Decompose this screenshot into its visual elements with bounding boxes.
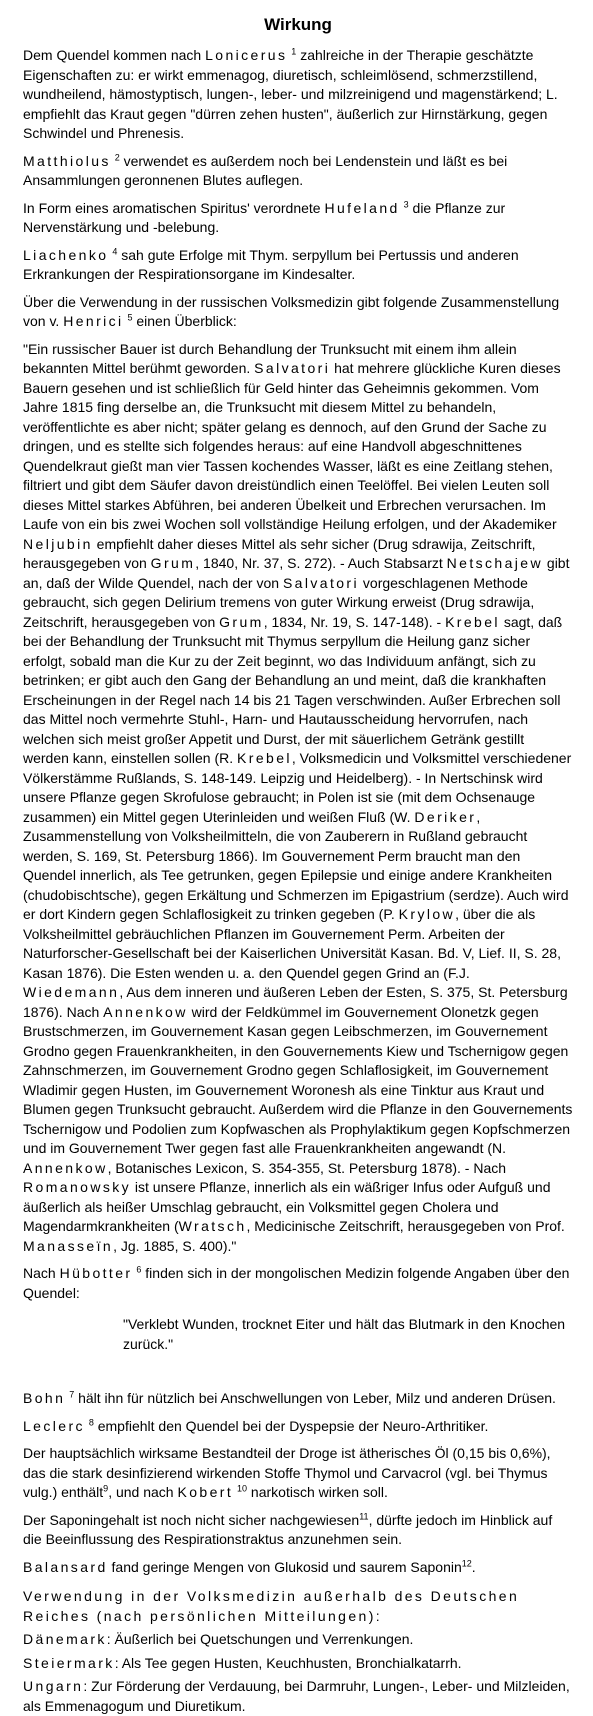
text-run: Der Saponingehalt ist noch nicht sicher nachgewiesen [23, 1511, 360, 1528]
text-run: , dürfte jedoch im Hinblick auf die Beeinflussung des Respirationstraktus anzunehmen sein. [23, 1511, 553, 1547]
text-run: empfiehlt daher dieses Mittel als sehr sicher (Drug sdrawija, Zeitschrift, herausgegeben von [23, 535, 536, 571]
text-run: sah gute Erfolge mit Thym. serpyllum bei Pertussis und anderen Erkrankungen der Respirationsorgane im Kindesalter. [23, 246, 519, 282]
folk-medicine-list [23, 1630, 573, 1716]
footnote-ref: 1 [291, 46, 297, 57]
paragraph [23, 1264, 573, 1303]
author-name: Hufeland [324, 199, 400, 216]
text-run: verwendet es außerdem noch bei Lendenstein und läßt es bei Ansammlungen geronnenen Blutes auflegen. [23, 152, 508, 188]
text-run: einen Überblick: [132, 313, 237, 329]
paragraph [23, 1511, 573, 1550]
text-run: Nach [23, 1265, 60, 1281]
folk-medicine-heading: Verwendung in der Volksmedizin außerhalb des Deutschen Reiches (nach persönlichen Mitteilungen): [23, 1588, 520, 1624]
text-run: Dem Quendel kommen nach [23, 47, 206, 63]
text-run: , Aus dem inneren und äußeren Leben der Esten, S. 375, St. Petersburg 1876). Nach [23, 984, 568, 1020]
author-name: Krebel [445, 613, 500, 630]
paragraph [23, 1558, 573, 1578]
author-name: Deriker [414, 808, 477, 825]
text-run: empfiehlt den Quendel bei der Dyspepsie der Neuro-Arthritiker. [93, 1417, 489, 1434]
author-name: Krylow [398, 906, 456, 922]
footnote-ref: 11 [359, 1510, 369, 1521]
author-name: Henrici [63, 313, 124, 329]
text-run: . [471, 1558, 476, 1575]
author-name: Bohn [23, 1390, 66, 1406]
text-run: In Form eines aromatischen Spiritus' verordnete [23, 199, 325, 216]
author-name: Grum [219, 613, 264, 630]
folk-medicine-item [23, 1654, 573, 1674]
text-run: : Als Tee gegen Husten, Keuchhusten, Bronchialkatarrh. [114, 1654, 462, 1671]
author-name: Salvatori [282, 574, 360, 591]
author-name: Salvatori [254, 360, 331, 376]
footnote-ref: 5 [127, 312, 133, 323]
footnote-ref: 9 [103, 1483, 109, 1494]
paragraph [23, 46, 573, 144]
author-name: Liachenko [23, 246, 109, 263]
body-section-2 [23, 1389, 573, 1577]
author-name: Ungarn [23, 1678, 84, 1694]
paragraph [23, 246, 573, 285]
paragraph [23, 199, 573, 238]
author-name: Kobert [177, 1484, 234, 1500]
text-run: , über die als Volksheilmittel gebräuchlichen Pflanzen im Gouvernement Perm. Arbeiten der Naturforscher-Gesellschaft bei der Kaiserlichen Universität Kasan. Bd. V, Lief. II, S. 28, Kasan 1876). Die Esten wenden u. a. den Quendel gegen Grind an (F.J. [23, 906, 561, 981]
paragraph [23, 1444, 573, 1503]
text-run: Der hauptsächlich wirksame Bestandteil der Droge ist ätherisches Öl (0,15 bis 0,6%), das die stark desinfizierend wirkenden Stoffe Thymol und Carvacrol (vgl. bei Thymus vulg.) enthält [23, 1445, 551, 1500]
author-name: Manasseïn [23, 1237, 114, 1254]
author-name: Balansard [23, 1558, 108, 1575]
paragraph [23, 152, 573, 191]
text-run: , Jg. 1885, S. 400)." [113, 1237, 237, 1254]
text-run: sagt, daß bei der Behandlung der Trunksucht mit Thymus serpyllum die Heilung ganz sicher erfolgt, sobald man die Kur zu der Zeit beginnt, wo das Individuum anfängt, sich zu betrinken; er gibt auch den Gang der Behandlung an und meint, daß die krankhaften Erscheinungen in der Regel nach 14 bis 21 Tagen verschwinden. Außer Erbrechen soll das Mittel noch vermehrte Stuhl-, Harn- und Hautausscheidung hervorrufen, nach welchen sich meist großer Appetit und Durst, der mit säuerlichem Getränk gestillt werden kann, einstellen sollen (R. [23, 613, 563, 766]
text-run: : Äußerlich bei Quetschungen und Verrenkungen. [106, 1631, 414, 1647]
text-run: , Botanisches Lexicon, S. 354-355, St. Petersburg 1878). - Nach [107, 1159, 507, 1176]
text-run: gibt an, daß der Wilde Quendel, nach der von [23, 555, 570, 591]
text-run: , 1834, Nr. 19, S. 147-148). - [263, 613, 446, 630]
author-name: Netschajew [446, 555, 544, 571]
text-run: die Pflanze zur Nervenstärkung und -belebung. [23, 199, 506, 235]
text-run: narkotisch wirken soll. [247, 1484, 388, 1500]
text-run: , und nach [108, 1484, 178, 1500]
body-section-1 [23, 46, 573, 1303]
text-run: wird der Feldkümmel im Gouvernement Olonetzk gegen Brustschmerzen, im Gouvernement Kasan gegen Leibschmerzen, im Gouvernement Grodno gegen Frauenkrankheiten, in den Gouvernements Kiew und Tschernigow gegen Zahnschmerzen, im Gouvernement Grodno gegen Schlaflosigkeit, im Gouvernement Wladimir gegen Husten, im Gouvernement Woronesh als eine Tinktur aus Kraut und Blumen gegen Trunksucht gebraucht. Außerdem wird die Pflanze in den Gouvernements Tschernigow und Podolien zum Kopfwaschen als Prophylaktikum gegen Kopfschmerzen und im Gouvernement Twer gegen fast alle Frauenkrankheiten angewandt (N. [23, 1003, 573, 1156]
author-name: Matthiolus [23, 152, 111, 169]
text-run: Über die Verwendung in der russischen Volksmedizin gibt folgende Zusammenstellung von v. [23, 293, 560, 329]
text-run: ist unsere Pflanze, innerlich als ein wäßriger Infus oder Aufguß und äußerlich als heißer Umschlag gebraucht, ein Volksmittel gegen Cholera und Magendarmkrankheiten ( [23, 1179, 551, 1234]
author-name: Wratsch [178, 1218, 247, 1234]
text-run: zahlreiche in der Therapie geschätzte Eigenschaften zu: er wirkt emmenagog, diuretisch, schleimlösend, schmerzstillend, wundheilend, hämostyptisch, lungen-, leber- und milzreinigend und magenstärkend; L. empfiehlt das Kraut gegen "dürren zehen husten", äußerlich zur Hirnstärkung, gegen Schwindel und Phrenesis. [23, 47, 558, 141]
footnote-ref: 10 [237, 1483, 248, 1494]
footnote-ref: 3 [403, 198, 409, 209]
author-name: Wiedemann [23, 984, 120, 1000]
paragraph [23, 1417, 573, 1437]
footnote-ref: 7 [69, 1389, 75, 1400]
author-name: Neljubin [23, 535, 93, 552]
footnote-ref: 6 [136, 1264, 142, 1275]
text-run: : Zur Förderung der Verdauung, bei Darmruhr, Lungen-, Leber- und Milzleiden, als Emmenagogum und Diuretikum. [23, 1678, 570, 1714]
author-name: Leclerc [23, 1417, 85, 1434]
author-name: Hübotter [59, 1265, 133, 1281]
footnote-ref: 12 [461, 1557, 472, 1568]
author-name: Steiermark [23, 1654, 115, 1671]
page-title: Wirkung [264, 15, 332, 34]
text-run: "Ein russischer Bauer ist durch Behandlung der Trunksucht mit einem ihm allein bekannten Mittel berühmt geworden. [23, 340, 517, 376]
paragraph [23, 1389, 573, 1409]
author-name: Romanowsky [23, 1179, 132, 1195]
author-name: Krebel [237, 750, 292, 766]
author-name: Dänemark [23, 1631, 107, 1647]
author-name: Annenkow [23, 1159, 108, 1176]
folk-medicine-item [23, 1677, 573, 1716]
block-quote: "Verklebt Wunden, trocknet Eiter und hält das Blutmark in den Knochen zurück." [123, 1316, 566, 1352]
footnote-ref: 4 [112, 245, 118, 256]
text-run: hält ihn für nützlich bei Anschwellungen von Leber, Milz und anderen Drüsen. [74, 1390, 556, 1406]
paragraph [23, 293, 573, 332]
author-name: Lonicerus [205, 47, 288, 63]
text-run: finden sich in der mongolischen Medizin folgende Angaben über den Quendel: [23, 1265, 570, 1301]
author-name: Annenkow [103, 1003, 188, 1020]
text-run: , Zusammenstellung von Volksheilmitteln, die von Zauberern in Rußland gebraucht werden, S. 169, St. Petersburg 1866). Im Gouvernement Perm braucht man den Quendel innerlich, als Tee getrunken, gegen Epilepsie und einige andere Krankheiten (chudobischtsche), gegen Erkältung und Schmerzen im Epigastrium (serdze). Auch wird er dort Kindern gegen Schlaflosigkeit zu trinken gegeben (P. [23, 808, 569, 922]
author-name: Grum [150, 555, 196, 571]
footnote-ref: 8 [88, 1416, 94, 1427]
text-run: hat mehrere glückliche Kuren dieses Bauern gesehen und ist schließlich für Geld hinter das Geheimnis gekommen. Vom Jahre 1815 fing derselbe an, die Trunksucht mit diesem Mittel zu behandeln, veröffentlichte es aber nicht; später gelang es dennoch, auf den Grund der Sache zu dringen, und es stellte sich folgendes heraus: auf eine Handvoll abgeschnittenes Quendelkraut gießt man vier Tassen kochendes Wasser, läßt es eine Zeitlang stehen, filtriert und gibt dem Säufer davon dreistündlich einen Teelöffel. Bei vielen Leuten soll dieses Mittel starkes Abführen, bei anderen Übelkeit und Erbrechen verursachen. Im Laufe von ein bis zwei Wochen soll vollständige Heilung erfolgen, und der Akademiker [23, 360, 561, 532]
text-run: , Medicinische Zeitschrift, herausgegeben von Prof. [246, 1218, 565, 1234]
text-run: , 1840, Nr. 37, S. 272). - Auch Stabsarzt [195, 555, 447, 571]
footnote-ref: 2 [114, 151, 120, 162]
paragraph [23, 340, 573, 1257]
text-run: fand geringe Mengen von Glukosid und saurem Saponin [107, 1558, 462, 1575]
folk-medicine-item [23, 1630, 573, 1650]
text-run: , Volksmedicin und Volksmittel verschiedener Völkerstämme Rußlands, S. 148-149. Leipzig und Heidelberg). - In Nertschinsk wird unsere Pflanze gegen Skrofulose gebraucht; in Polen ist sie (mit dem Ochsenauge zusammen) ein Mittel gegen Uterinleiden und weißen Fluß (W. [23, 750, 572, 825]
text-run: vorgeschlagenen Methode gebraucht, sich gegen Delirium tremens von guter Wirkung erweist (Drug sdrawija, Zeitschrift, herausgegeben von [23, 574, 535, 630]
